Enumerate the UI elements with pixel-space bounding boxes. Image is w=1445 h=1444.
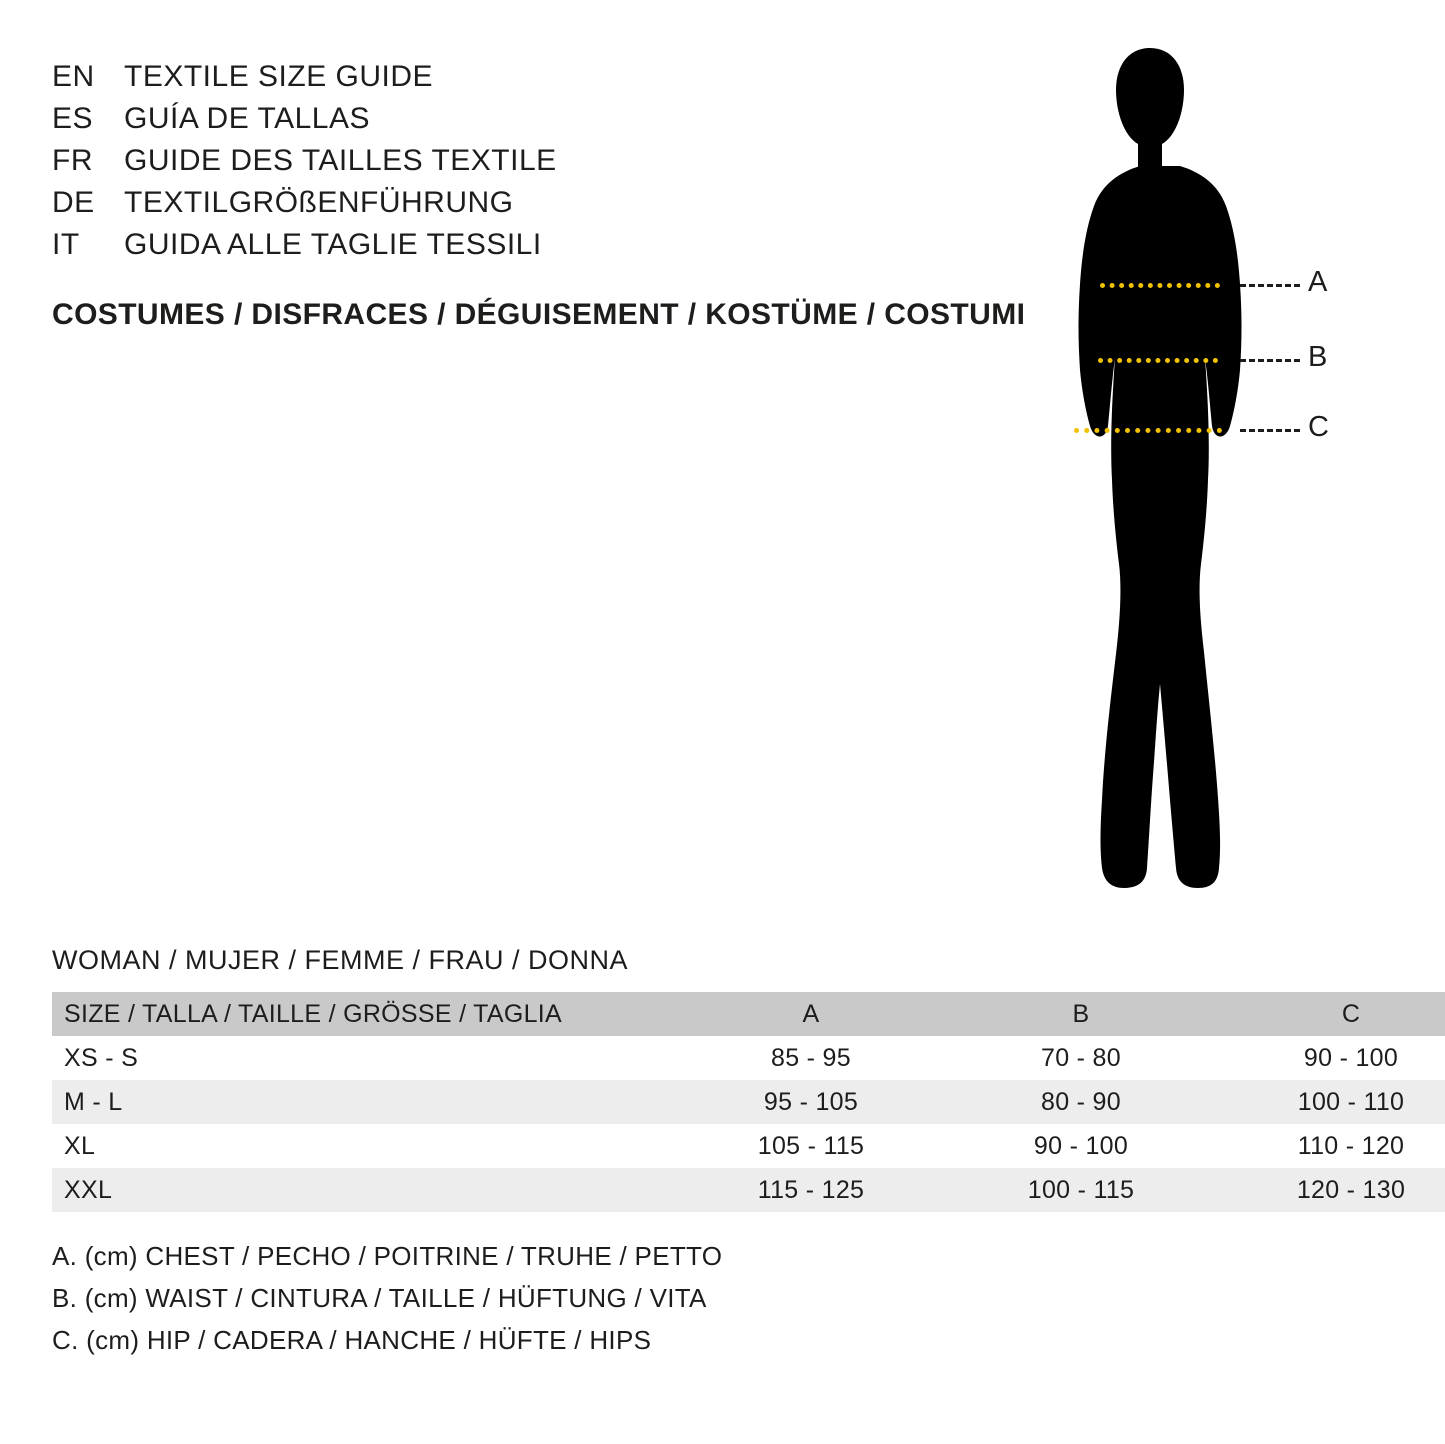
cell-size: XXL xyxy=(64,1175,113,1204)
table-header-c: C xyxy=(1341,999,1361,1028)
footnote-c: C. (cm) HIP / CADERA / HANCHE / HÜFTE / HIPS xyxy=(52,1325,652,1355)
cell-size: XL xyxy=(64,1131,96,1160)
cell-a: 95 - 105 xyxy=(763,1087,859,1116)
table-caption: WOMAN / MUJER / FEMME / FRAU / DONNA xyxy=(52,945,628,975)
header-block xyxy=(52,60,1026,332)
woman-silhouette-icon xyxy=(1020,40,1280,900)
footnotes-block xyxy=(52,1235,1052,1361)
table-header-b: B xyxy=(1072,999,1090,1028)
table-row xyxy=(52,1168,1445,1212)
table-header-a: A xyxy=(802,999,820,1028)
leader-line-b xyxy=(1240,359,1300,362)
language-title: GUIDE DES TAILLES TEXTILE xyxy=(124,144,557,177)
cell-a: 115 - 125 xyxy=(757,1175,865,1204)
table-row xyxy=(52,1036,1445,1080)
language-code: IT xyxy=(52,228,80,261)
language-code: ES xyxy=(52,102,94,135)
language-title: GUÍA DE TALLAS xyxy=(124,102,370,135)
size-table xyxy=(52,992,1445,1212)
language-row xyxy=(52,186,1002,228)
cell-c: 110 - 120 xyxy=(1297,1131,1405,1160)
measure-label-a: A xyxy=(1308,266,1329,298)
cell-a: 85 - 95 xyxy=(771,1043,851,1072)
cell-c: 120 - 130 xyxy=(1296,1175,1406,1204)
cell-b: 90 - 100 xyxy=(1033,1131,1129,1160)
table-header-row xyxy=(52,992,1445,1036)
language-title: TEXTILGRÖßENFÜHRUNG xyxy=(124,186,514,219)
table-row xyxy=(52,1124,1445,1168)
footnote-b: B. (cm) WAIST / CINTURA / TAILLE / HÜFTUNG / VITA xyxy=(52,1283,707,1313)
cell-size: XS - S xyxy=(64,1043,139,1072)
measure-line-c xyxy=(1074,428,1222,433)
measure-label-b: B xyxy=(1308,341,1329,373)
cell-b: 70 - 80 xyxy=(1041,1043,1121,1072)
measure-line-a xyxy=(1100,283,1220,288)
language-row xyxy=(52,228,1002,270)
language-row xyxy=(52,102,1002,144)
footnote-a: A. (cm) CHEST / PECHO / POITRINE / TRUHE / PETTO xyxy=(52,1241,723,1271)
leader-line-c xyxy=(1240,429,1300,432)
cell-b: 80 - 90 xyxy=(1041,1087,1121,1116)
table-body xyxy=(52,1036,1445,1212)
cell-c: 90 - 100 xyxy=(1303,1043,1399,1072)
table-header-size: SIZE / TALLA / TAILLE / GRÖSSE / TAGLIA xyxy=(64,999,563,1028)
cell-c: 100 - 110 xyxy=(1297,1087,1405,1116)
cell-a: 105 - 115 xyxy=(757,1131,865,1160)
language-title: TEXTILE SIZE GUIDE xyxy=(124,60,434,93)
cell-b: 100 - 115 xyxy=(1027,1175,1135,1204)
language-row xyxy=(52,144,1002,186)
table-head xyxy=(52,992,1445,1036)
language-code: DE xyxy=(52,186,95,219)
cell-size: M - L xyxy=(64,1087,123,1116)
language-code: EN xyxy=(52,60,95,93)
measure-label-c: C xyxy=(1308,411,1330,443)
table-row xyxy=(52,1080,1445,1124)
costumes-subtitle: COSTUMES / DISFRACES / DÉGUISEMENT / KOSTÜME / COSTUMI xyxy=(52,298,1026,331)
size-table-section xyxy=(52,945,1406,1212)
figure-area xyxy=(1000,40,1420,920)
leader-line-a xyxy=(1240,284,1300,287)
language-row xyxy=(52,60,1002,102)
language-code: FR xyxy=(52,144,93,177)
language-title: GUIDA ALLE TAGLIE TESSILI xyxy=(124,228,542,261)
measure-line-b xyxy=(1098,358,1218,363)
